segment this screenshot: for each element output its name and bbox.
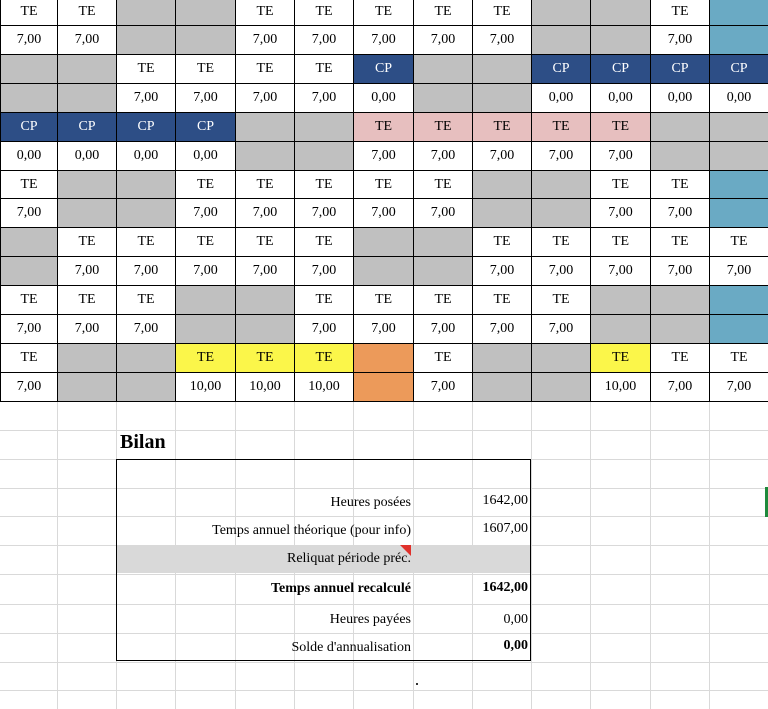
schedule-cell[interactable] (235, 112, 295, 142)
schedule-cell[interactable] (650, 285, 710, 315)
schedule-cell[interactable]: TE (175, 343, 236, 373)
schedule-cell[interactable] (472, 54, 532, 84)
schedule-cell[interactable] (0, 83, 58, 113)
schedule-cell[interactable] (413, 83, 473, 113)
schedule-cell[interactable]: CP (709, 54, 768, 84)
bilan-label: Solde d'annualisation (291, 640, 411, 655)
bilan-row-reliquat[interactable] (117, 545, 530, 573)
schedule-cell[interactable]: 10,00 (294, 372, 354, 402)
schedule-cell[interactable]: TE (650, 227, 710, 257)
schedule-cell[interactable]: 0,00 (590, 83, 651, 113)
schedule-cell[interactable]: 7,00 (0, 198, 58, 228)
schedule-cell[interactable]: TE (175, 227, 236, 257)
schedule-cell[interactable] (531, 0, 591, 26)
schedule-cell[interactable]: CP (57, 112, 117, 142)
schedule-cell[interactable] (531, 198, 591, 228)
schedule-cell[interactable]: TE (294, 227, 354, 257)
schedule-cell[interactable] (709, 25, 768, 55)
schedule-cell[interactable] (709, 285, 768, 315)
schedule-cell[interactable]: 10,00 (235, 372, 295, 402)
schedule-cell[interactable]: TE (353, 170, 414, 199)
schedule-cell[interactable]: TE (472, 112, 532, 142)
schedule-cell[interactable] (413, 227, 473, 257)
schedule-cell[interactable] (57, 83, 117, 113)
schedule-cell[interactable] (57, 372, 117, 402)
bilan-row-solde[interactable] (117, 634, 530, 662)
schedule-cell[interactable]: 7,00 (709, 372, 768, 402)
schedule-cell[interactable]: 7,00 (353, 198, 414, 228)
bilan-label: Temps annuel théorique (pour info) (212, 523, 411, 538)
schedule-cell[interactable] (472, 170, 532, 199)
schedule-cell[interactable] (472, 343, 532, 373)
schedule-cell[interactable]: TE (650, 343, 710, 373)
schedule-cell[interactable] (531, 170, 591, 199)
schedule-cell[interactable] (235, 141, 295, 171)
schedule-cell[interactable]: 7,00 (57, 256, 117, 286)
schedule-cell[interactable]: 7,00 (650, 372, 710, 402)
schedule-cell[interactable] (57, 198, 117, 228)
schedule-cell[interactable] (590, 285, 651, 315)
bilan-row-temps-theorique[interactable] (117, 517, 530, 545)
schedule-cell[interactable]: TE (57, 0, 117, 26)
schedule-cell[interactable]: 0,00 (175, 141, 236, 171)
schedule-cell[interactable]: TE (175, 54, 236, 84)
schedule-cell[interactable] (116, 343, 176, 373)
bilan-value: 1642,00 (482, 580, 528, 595)
schedule-cell[interactable] (472, 372, 532, 402)
schedule-cell[interactable] (116, 0, 176, 26)
schedule-cell[interactable]: 7,00 (472, 314, 532, 344)
schedule-cell[interactable]: 0,00 (57, 141, 117, 171)
schedule-cell[interactable]: TE (0, 0, 58, 26)
bilan-value: 1642,00 (482, 493, 528, 508)
schedule-cell[interactable]: TE (353, 285, 414, 315)
schedule-cell[interactable] (709, 198, 768, 228)
schedule-cell[interactable] (0, 227, 58, 257)
schedule-cell[interactable]: 10,00 (590, 372, 651, 402)
bilan-label: Temps annuel recalculé (270, 581, 411, 596)
schedule-cell[interactable] (709, 141, 768, 171)
bilan-row-temps-recalcule[interactable] (117, 575, 530, 603)
schedule-cell[interactable] (175, 314, 236, 344)
schedule-cell[interactable]: TE (57, 227, 117, 257)
schedule-cell[interactable] (709, 0, 768, 26)
schedule-cell[interactable]: 0,00 (531, 83, 591, 113)
schedule-cell[interactable]: TE (413, 170, 473, 199)
schedule-cell[interactable] (0, 256, 58, 286)
schedule-cell[interactable]: 7,00 (175, 198, 236, 228)
schedule-cell[interactable]: 7,00 (294, 83, 354, 113)
schedule-cell[interactable]: TE (590, 112, 651, 142)
schedule-cell[interactable]: 7,00 (531, 256, 591, 286)
schedule-cell[interactable]: 7,00 (531, 314, 591, 344)
schedule-cell[interactable]: TE (590, 343, 651, 373)
schedule-cell[interactable]: TE (531, 285, 591, 315)
schedule-cell[interactable]: TE (472, 285, 532, 315)
schedule-cell[interactable] (175, 0, 236, 26)
schedule-cell[interactable]: TE (413, 285, 473, 315)
schedule-cell[interactable]: TE (57, 285, 117, 315)
schedule-cell[interactable] (116, 198, 176, 228)
schedule-cell[interactable]: 0,00 (353, 83, 414, 113)
schedule-cell[interactable] (294, 112, 354, 142)
schedule-cell[interactable]: 7,00 (235, 198, 295, 228)
schedule-cell[interactable]: 7,00 (0, 314, 58, 344)
schedule-cell[interactable]: CP (116, 112, 176, 142)
schedule-cell[interactable]: TE (413, 112, 473, 142)
schedule-cell[interactable] (353, 227, 414, 257)
schedule-cell[interactable]: TE (294, 170, 354, 199)
schedule-cell[interactable]: TE (235, 170, 295, 199)
bilan-value: 0,00 (503, 612, 528, 627)
schedule-cell[interactable]: CP (175, 112, 236, 142)
bilan-row-heures-posees[interactable] (117, 489, 530, 517)
schedule-cell[interactable]: TE (294, 343, 354, 373)
schedule-cell[interactable]: 10,00 (175, 372, 236, 402)
schedule-cell[interactable]: 7,00 (413, 141, 473, 171)
schedule-cell[interactable] (57, 343, 117, 373)
schedule-cell[interactable] (472, 198, 532, 228)
schedule-cell[interactable]: 0,00 (650, 83, 710, 113)
schedule-cell[interactable] (531, 372, 591, 402)
bilan-title[interactable]: Bilan (120, 431, 166, 453)
schedule-cell[interactable] (353, 343, 414, 373)
schedule-cell[interactable]: TE (353, 0, 414, 26)
schedule-cell[interactable]: TE (590, 170, 651, 199)
schedule-cell[interactable]: TE (0, 285, 58, 315)
schedule-cell[interactable]: 7,00 (650, 25, 710, 55)
schedule-cell[interactable]: 0,00 (116, 141, 176, 171)
schedule-cell[interactable]: 0,00 (709, 83, 768, 113)
schedule-cell[interactable]: TE (472, 0, 532, 26)
schedule-cell[interactable]: 7,00 (175, 256, 236, 286)
schedule-cell[interactable]: CP (650, 54, 710, 84)
schedule-cell[interactable]: CP (0, 112, 58, 142)
schedule-cell[interactable]: 7,00 (57, 314, 117, 344)
schedule-cell[interactable]: 7,00 (590, 256, 651, 286)
schedule-cell[interactable]: TE (294, 0, 354, 26)
comment-indicator-icon[interactable] (400, 545, 411, 556)
schedule-cell[interactable] (650, 112, 710, 142)
schedule-cell[interactable] (175, 285, 236, 315)
schedule-cell[interactable] (650, 141, 710, 171)
schedule-cell[interactable]: TE (650, 170, 710, 199)
schedule-cell[interactable]: 7,00 (116, 83, 176, 113)
schedule-cell[interactable]: 7,00 (294, 25, 354, 55)
schedule-cell[interactable]: 7,00 (413, 198, 473, 228)
schedule-cell[interactable]: TE (175, 170, 236, 199)
schedule-cell[interactable] (472, 83, 532, 113)
schedule-cell[interactable]: TE (531, 227, 591, 257)
schedule-cell[interactable]: 7,00 (590, 198, 651, 228)
schedule-cell[interactable] (235, 285, 295, 315)
schedule-cell[interactable]: TE (472, 227, 532, 257)
schedule-cell[interactable] (590, 0, 651, 26)
schedule-cell[interactable] (175, 25, 236, 55)
schedule-cell[interactable] (531, 25, 591, 55)
schedule-cell[interactable] (353, 372, 414, 402)
schedule-cell[interactable]: 7,00 (0, 372, 58, 402)
schedule-cell[interactable]: 7,00 (531, 141, 591, 171)
schedule-cell[interactable]: 7,00 (294, 256, 354, 286)
schedule-cell[interactable]: TE (235, 54, 295, 84)
stray-dot (416, 683, 418, 685)
schedule-cell[interactable]: CP (590, 54, 651, 84)
bilan-value: 0,00 (503, 638, 528, 653)
schedule-cell[interactable] (116, 372, 176, 402)
schedule-cell[interactable]: 7,00 (353, 314, 414, 344)
schedule-cell[interactable]: 7,00 (116, 256, 176, 286)
schedule-cell[interactable] (413, 256, 473, 286)
gridline-horizontal (0, 662, 768, 663)
schedule-cell[interactable]: CP (353, 54, 414, 84)
schedule-cell[interactable]: 7,00 (413, 25, 473, 55)
schedule-cell[interactable]: TE (709, 343, 768, 373)
schedule-cell[interactable]: 7,00 (709, 256, 768, 286)
gridline-horizontal (0, 430, 768, 431)
schedule-cell[interactable]: TE (590, 227, 651, 257)
schedule-cell[interactable] (709, 314, 768, 344)
bilan-value: 1607,00 (482, 521, 528, 536)
schedule-cell[interactable]: 7,00 (116, 314, 176, 344)
bilan-label: Reliquat période préc. (286, 551, 411, 566)
schedule-cell[interactable]: 7,00 (590, 141, 651, 171)
schedule-cell[interactable] (57, 170, 117, 199)
schedule-cell[interactable]: 7,00 (650, 198, 710, 228)
schedule-cell[interactable] (235, 314, 295, 344)
schedule-cell[interactable]: TE (709, 227, 768, 257)
schedule-cell[interactable]: TE (116, 285, 176, 315)
schedule-cell[interactable]: TE (531, 112, 591, 142)
schedule-cell[interactable] (116, 25, 176, 55)
schedule-cell[interactable]: 7,00 (472, 25, 532, 55)
schedule-cell[interactable] (590, 25, 651, 55)
schedule-cell[interactable]: 7,00 (294, 314, 354, 344)
schedule-cell[interactable] (531, 343, 591, 373)
schedule-cell[interactable]: 7,00 (235, 256, 295, 286)
schedule-cell[interactable]: TE (294, 285, 354, 315)
schedule-cell[interactable] (0, 54, 58, 84)
schedule-cell[interactable] (650, 314, 710, 344)
schedule-cell[interactable] (590, 314, 651, 344)
schedule-cell[interactable]: 7,00 (235, 25, 295, 55)
bilan-label: Heures payées (329, 612, 411, 627)
schedule-cell[interactable]: TE (650, 0, 710, 26)
schedule-cell[interactable] (57, 54, 117, 84)
schedule-cell[interactable]: TE (413, 343, 473, 373)
schedule-cell[interactable]: TE (235, 343, 295, 373)
schedule-cell[interactable]: TE (0, 170, 58, 199)
schedule-cell[interactable]: 0,00 (0, 141, 58, 171)
schedule-cell[interactable]: 7,00 (175, 83, 236, 113)
schedule-cell[interactable]: 7,00 (413, 372, 473, 402)
schedule-cell[interactable]: TE (353, 112, 414, 142)
schedule-cell[interactable]: CP (531, 54, 591, 84)
schedule-cell[interactable]: 7,00 (413, 314, 473, 344)
bilan-label: Heures posées (330, 495, 411, 510)
schedule-cell[interactable]: TE (294, 54, 354, 84)
schedule-cell[interactable]: 7,00 (294, 198, 354, 228)
schedule-cell[interactable]: TE (116, 54, 176, 84)
schedule-cell[interactable] (709, 170, 768, 199)
schedule-cell[interactable]: 7,00 (353, 25, 414, 55)
schedule-cell[interactable]: 7,00 (235, 83, 295, 113)
gridline-horizontal (0, 690, 768, 691)
schedule-cell[interactable]: TE (235, 227, 295, 257)
schedule-cell[interactable]: TE (0, 343, 58, 373)
schedule-cell[interactable] (709, 112, 768, 142)
schedule-cell[interactable]: 7,00 (353, 141, 414, 171)
schedule-cell[interactable]: 7,00 (650, 256, 710, 286)
schedule-cell[interactable] (413, 54, 473, 84)
schedule-cell[interactable]: 7,00 (472, 141, 532, 171)
schedule-cell[interactable]: 7,00 (0, 25, 58, 55)
schedule-cell[interactable] (116, 170, 176, 199)
schedule-cell[interactable]: 7,00 (472, 256, 532, 286)
schedule-cell[interactable]: TE (235, 0, 295, 26)
schedule-cell[interactable]: TE (116, 227, 176, 257)
schedule-cell[interactable]: TE (413, 0, 473, 26)
bilan-row-heures-payees[interactable] (117, 606, 530, 634)
schedule-cell[interactable]: 7,00 (57, 25, 117, 55)
schedule-cell[interactable] (294, 141, 354, 171)
schedule-cell[interactable] (353, 256, 414, 286)
